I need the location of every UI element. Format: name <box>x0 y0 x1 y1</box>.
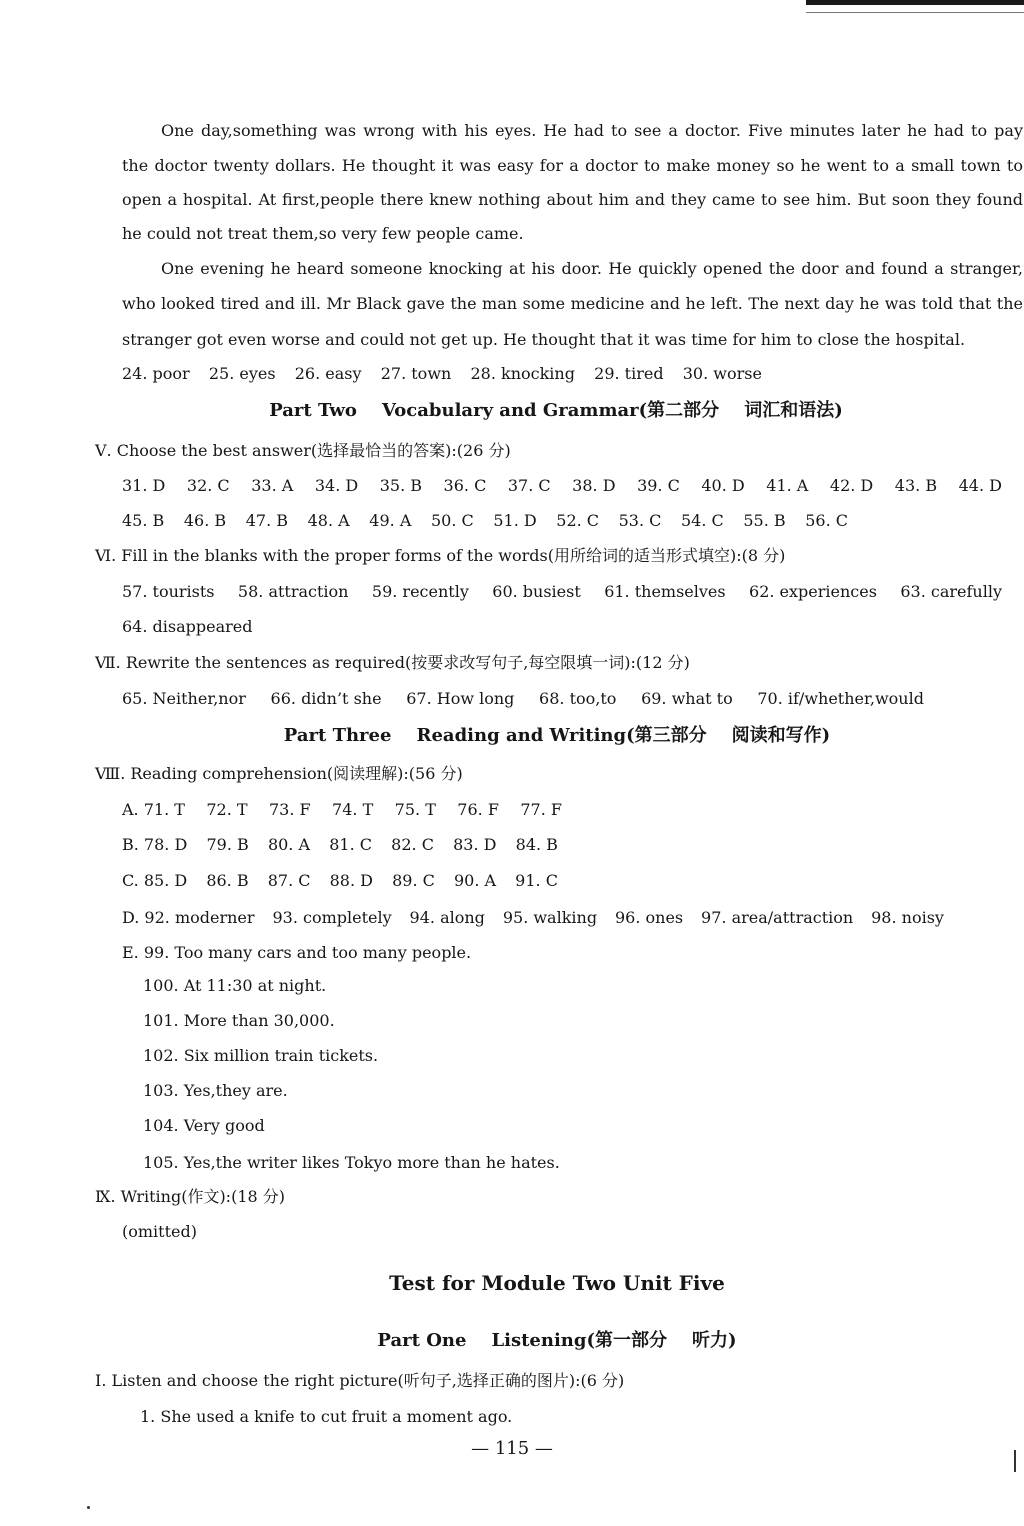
section-8-title: Ⅷ. Reading comprehension(阅读理解):(56 分) <box>95 764 463 783</box>
answer-E-105: 105. Yes,the writer likes Tokyo more than he hates. <box>143 1153 560 1172</box>
section-7-title: Ⅶ. Rewrite the sentences as required(按要求改写句子,每空限填一词):(12 分) <box>95 653 690 672</box>
answer-item: 36. C <box>443 476 487 495</box>
answer-item: 29. tired <box>594 364 664 383</box>
passage-line: One day,something was wrong with his eyes. He had to see a doctor. Five minutes later he had to pay <box>161 121 1023 140</box>
answer-item: 45. B <box>122 511 165 530</box>
test-title: Test for Module Two Unit Five <box>389 1271 725 1295</box>
answers-65-70 <box>122 688 924 710</box>
page-number: — 115 — <box>471 1438 553 1459</box>
answer-item: C. 85. D <box>122 871 188 890</box>
answer-item: 56. C <box>805 511 848 530</box>
answer-item: 65. Neither,nor <box>122 689 246 708</box>
section-9-body: (omitted) <box>122 1222 197 1241</box>
answer-item: 68. too,to <box>539 689 617 708</box>
answer-item: 76. F <box>457 800 499 819</box>
answer-item: 88. D <box>329 871 373 890</box>
answer-item: 30. worse <box>682 364 762 383</box>
answer-item: 61. themselves <box>604 582 726 601</box>
answer-item: 87. C <box>267 871 311 890</box>
answer-item: A. 71. T <box>122 800 185 819</box>
answer-item: 57. tourists <box>122 582 215 601</box>
answer-item: 62. experiences <box>749 582 877 601</box>
answer-item: 93. completely <box>272 908 392 927</box>
answer-item: 73. F <box>268 800 311 819</box>
answer-item: 51. D <box>493 511 537 530</box>
answers-57-63 <box>122 581 1002 603</box>
answer-item: 31. D <box>122 476 166 495</box>
answer-E-104: 104. Very good <box>143 1116 265 1135</box>
answer-item: 67. How long <box>406 689 515 708</box>
answer-item: 80. A <box>267 835 311 854</box>
passage-line: stranger got even worse and could not get up. He thought that it was time for him to close the hospital. <box>122 330 966 349</box>
answer-item: 26. easy <box>294 364 362 383</box>
answer-E-100: 100. At 11:30 at night. <box>143 976 327 995</box>
answer-item: 58. attraction <box>237 582 349 601</box>
answer-item: 66. didn’t she <box>270 689 382 708</box>
answer-item: 89. C <box>392 871 435 890</box>
answers-D <box>122 907 944 929</box>
answer-item: D. 92. moderner <box>122 908 255 927</box>
section-6-title: Ⅵ. Fill in the blanks with the proper forms of the words(用所给词的适当形式填空):(8 分) <box>95 546 786 565</box>
answer-item: 52. C <box>556 511 600 530</box>
answer-E-101: 101. More than 30,000. <box>143 1011 335 1030</box>
answer-item: 50. C <box>430 511 474 530</box>
answer-item: 97. area/attraction <box>701 908 854 927</box>
answers-B <box>122 834 558 856</box>
answer-item: 74. T <box>332 800 374 819</box>
answer-item: 46. B <box>183 511 227 530</box>
part-two-heading: Part Two Vocabulary and Grammar(第二部分 词汇和语法) <box>269 400 843 421</box>
answer-E-102: 102. Six million train tickets. <box>143 1046 379 1065</box>
answer-item: 69. what to <box>641 689 733 708</box>
answer-E-99: E. 99. Too many cars and too many people. <box>122 943 472 962</box>
answer-item: 49. A <box>369 511 412 530</box>
answers-C <box>122 870 558 892</box>
scan-speck <box>87 1506 90 1509</box>
answer-64: 64. disappeared <box>122 617 253 636</box>
answer-item: 43. B <box>894 476 938 495</box>
answer-item: 41. A <box>766 476 809 495</box>
answer-item: 27. town <box>380 364 452 383</box>
answer-item: 91. C <box>515 871 558 890</box>
answer-item: 55. B <box>743 511 786 530</box>
part-one-heading: Part One Listening(第一部分 听力) <box>377 1330 737 1351</box>
answer-item: 40. D <box>701 476 745 495</box>
answers-31-44 <box>122 475 1002 497</box>
answer-item: 59. recently <box>371 582 469 601</box>
answer-item: 39. C <box>637 476 680 495</box>
answer-item: 42. D <box>829 476 874 495</box>
answer-item: 79. B <box>206 835 249 854</box>
answer-item: 33. A <box>251 476 294 495</box>
answer-item: 25. eyes <box>208 364 276 383</box>
answer-item: 83. D <box>453 835 497 854</box>
answer-item: 32. C <box>186 476 230 495</box>
answer-item: 35. B <box>379 476 423 495</box>
answer-item: 81. C <box>329 835 372 854</box>
answer-item: 44. D <box>958 476 1002 495</box>
answer-item: 98. noisy <box>871 908 944 927</box>
answer-item: 54. C <box>680 511 724 530</box>
answer-item: 37. C <box>507 476 551 495</box>
answer-item: 53. C <box>618 511 662 530</box>
answer-item: 38. D <box>572 476 616 495</box>
answers-24-30 <box>122 363 762 385</box>
top-border-rule-thin <box>806 12 1024 13</box>
section-9-title: Ⅸ. Writing(作文):(18 分) <box>95 1187 286 1206</box>
top-border-rule <box>806 0 1024 5</box>
part-three-heading: Part Three Reading and Writing(第三部分 阅读和写作) <box>283 725 831 746</box>
passage-line: open a hospital. At first,people there knew nothing about him and they came to see him. But soon they found <box>122 190 1023 209</box>
passage-line: he could not treat them,so very few people came. <box>122 224 524 243</box>
answer-item: 48. A <box>307 511 350 530</box>
listening-question-1: 1. She used a knife to cut fruit a moment ago. <box>140 1407 513 1426</box>
section-1-title: Ⅰ. Listen and choose the right picture(听句子,选择正确的图片):(6 分) <box>95 1371 625 1390</box>
answer-item: 34. D <box>314 476 359 495</box>
answers-45-56 <box>122 510 848 532</box>
passage-line: the doctor twenty dollars. He thought it was easy for a doctor to make money so he went to a small town to <box>122 156 1023 175</box>
passage-line: One evening he heard someone knocking at his door. He quickly opened the door and found a stranger, <box>161 259 1023 278</box>
answer-item: 94. along <box>409 908 485 927</box>
answer-item: 24. poor <box>122 364 190 383</box>
answer-item: 96. ones <box>614 908 684 927</box>
answer-item: 77. F <box>520 800 562 819</box>
answer-item: B. 78. D <box>122 835 188 854</box>
answer-item: 47. B <box>245 511 289 530</box>
answer-item: 90. A <box>453 871 497 890</box>
answer-item: 28. knocking <box>470 364 575 383</box>
answers-A <box>122 799 562 821</box>
answer-E-103: 103. Yes,they are. <box>143 1081 288 1100</box>
page-edge-mark <box>1014 1450 1024 1472</box>
answer-item: 72. T <box>206 800 248 819</box>
answer-item: 95. walking <box>502 908 598 927</box>
answer-item: 82. C <box>391 835 434 854</box>
answer-item: 60. busiest <box>492 582 581 601</box>
answer-item: 84. B <box>515 835 558 854</box>
section-5-title: Ⅴ. Choose the best answer(选择最恰当的答案):(26 分) <box>95 441 511 460</box>
answer-item: 70. if/whether,would <box>757 689 924 708</box>
answer-item: 63. carefully <box>900 582 1002 601</box>
passage-line: who looked tired and ill. Mr Black gave the man some medicine and he left. The next day he was told that the <box>122 294 1023 313</box>
answer-item: 86. B <box>206 871 249 890</box>
answer-item: 75. T <box>394 800 436 819</box>
